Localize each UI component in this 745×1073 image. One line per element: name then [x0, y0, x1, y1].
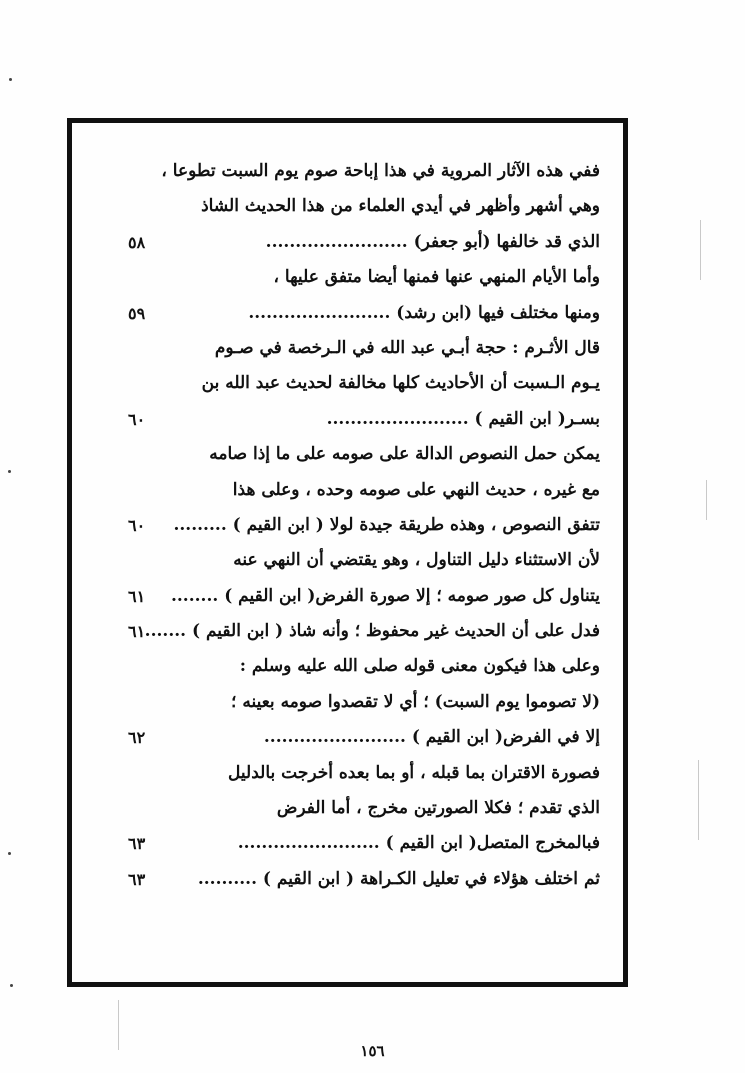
index-entry — [128, 473, 600, 508]
entry-text: يمكن حمل النصوص الدالة على صومه على ما إذا صامه — [209, 444, 600, 465]
index-entry — [128, 649, 600, 684]
scan-speck — [118, 1000, 119, 1050]
entry-text: يتناول كل صور صومه ؛ إلا صورة الفرض( ابن القيم ) ........ — [170, 585, 600, 606]
index-entry — [128, 614, 600, 649]
index-entry — [128, 260, 600, 295]
entry-text: قال الأثـرم : حجة أبـي عبد الله في الـرخصة في صـوم — [214, 337, 600, 358]
index-entry-list — [128, 154, 600, 897]
index-entry — [128, 402, 600, 437]
entry-text: إلا في الفرض( ابن القيم ) ........................ — [263, 727, 600, 748]
index-entry — [128, 154, 600, 189]
entry-page-ref: ٦٣ — [128, 834, 146, 854]
index-entry — [128, 331, 600, 366]
entry-text: وهي أشهر وأظهر في أيدي العلماء من هذا الحديث الشاذ — [201, 196, 600, 217]
entry-page-ref: ٥٩ — [128, 303, 146, 323]
entry-text: تتفق النصوص ، وهذه طريقة جيدة لولا ( ابن القيم ) ......... — [173, 514, 600, 535]
page-number: ١٥٦ — [360, 1042, 385, 1060]
index-entry — [128, 366, 600, 401]
entry-page-ref: ٦٢ — [128, 728, 146, 748]
entry-text: يـوم الـسبت أن الأحاديث كلها مخالفة لحديث عبد الله بن — [201, 373, 600, 394]
scan-speck — [9, 78, 12, 81]
scan-speck — [8, 852, 11, 855]
index-entry — [128, 579, 600, 614]
entry-text: فدل على أن الحديث غير محفوظ ؛ وأنه شاذ ( ابن القيم ) ....... — [144, 621, 600, 642]
index-entry — [128, 543, 600, 578]
entry-text: مع غيره ، حديث النهي على صومه وحده ، وعلى هذا — [232, 479, 600, 500]
index-entry — [128, 756, 600, 791]
entry-page-ref: ٦٠ — [128, 409, 146, 429]
entry-page-ref: ٦٣ — [128, 869, 146, 889]
entry-text: الذي تقدم ؛ فكلا الصورتين مخرج ، أما الفرض — [276, 798, 600, 819]
scan-speck — [10, 984, 13, 987]
index-entry — [128, 826, 600, 861]
index-entry — [128, 437, 600, 472]
index-entry — [128, 791, 600, 826]
entry-text: (لا تصوموا يوم السبت) ؛ أي لا تقصدوا صومه بعينه ؛ — [231, 691, 600, 712]
index-entry — [128, 685, 600, 720]
entry-text: الذي قد خالفها (أبو جعفر) ........................ — [265, 231, 600, 252]
entry-text: بسـر( ابن القيم ) ........................ — [326, 408, 600, 429]
entry-text: فصورة الاقتران بما قبله ، أو بما بعده أخرجت بالدليل — [228, 762, 600, 783]
entry-text: وأما الأيام المنهي عنها فمنها أيضا متفق عليها ، — [273, 267, 600, 288]
index-entry — [128, 225, 600, 260]
entry-page-ref: ٥٨ — [128, 232, 146, 252]
scan-speck — [8, 470, 11, 473]
entry-page-ref: ٦١ — [128, 622, 146, 642]
entry-text: ففي هذه الآثار المروية في هذا إباحة صوم يوم السبت تطوعا ، — [161, 161, 600, 181]
entry-text: فبالمخرج المتصل( ابن القيم ) ........................ — [237, 833, 600, 854]
index-entry — [128, 189, 600, 224]
index-entry — [128, 296, 600, 331]
index-entry — [128, 508, 600, 543]
scan-speck — [706, 480, 707, 520]
scan-speck — [700, 220, 701, 280]
entry-page-ref: ٦٠ — [128, 515, 146, 535]
entry-text: لأن الاستثناء دليل التناول ، وهو يقتضي أن النهي عنه — [233, 550, 600, 571]
scan-speck — [698, 760, 699, 840]
index-entry — [128, 862, 600, 897]
entry-text: ومنها مختلف فيها (ابن رشد) ........................ — [248, 302, 600, 323]
index-entry — [128, 720, 600, 755]
entry-text: وعلى هذا فيكون معنى قوله صلى الله عليه وسلم : — [239, 656, 600, 677]
entry-page-ref: ٦١ — [128, 586, 146, 606]
entry-text: ثم اختلف هؤلاء في تعليل الكـراهة ( ابن القيم ) .......... — [197, 868, 600, 889]
